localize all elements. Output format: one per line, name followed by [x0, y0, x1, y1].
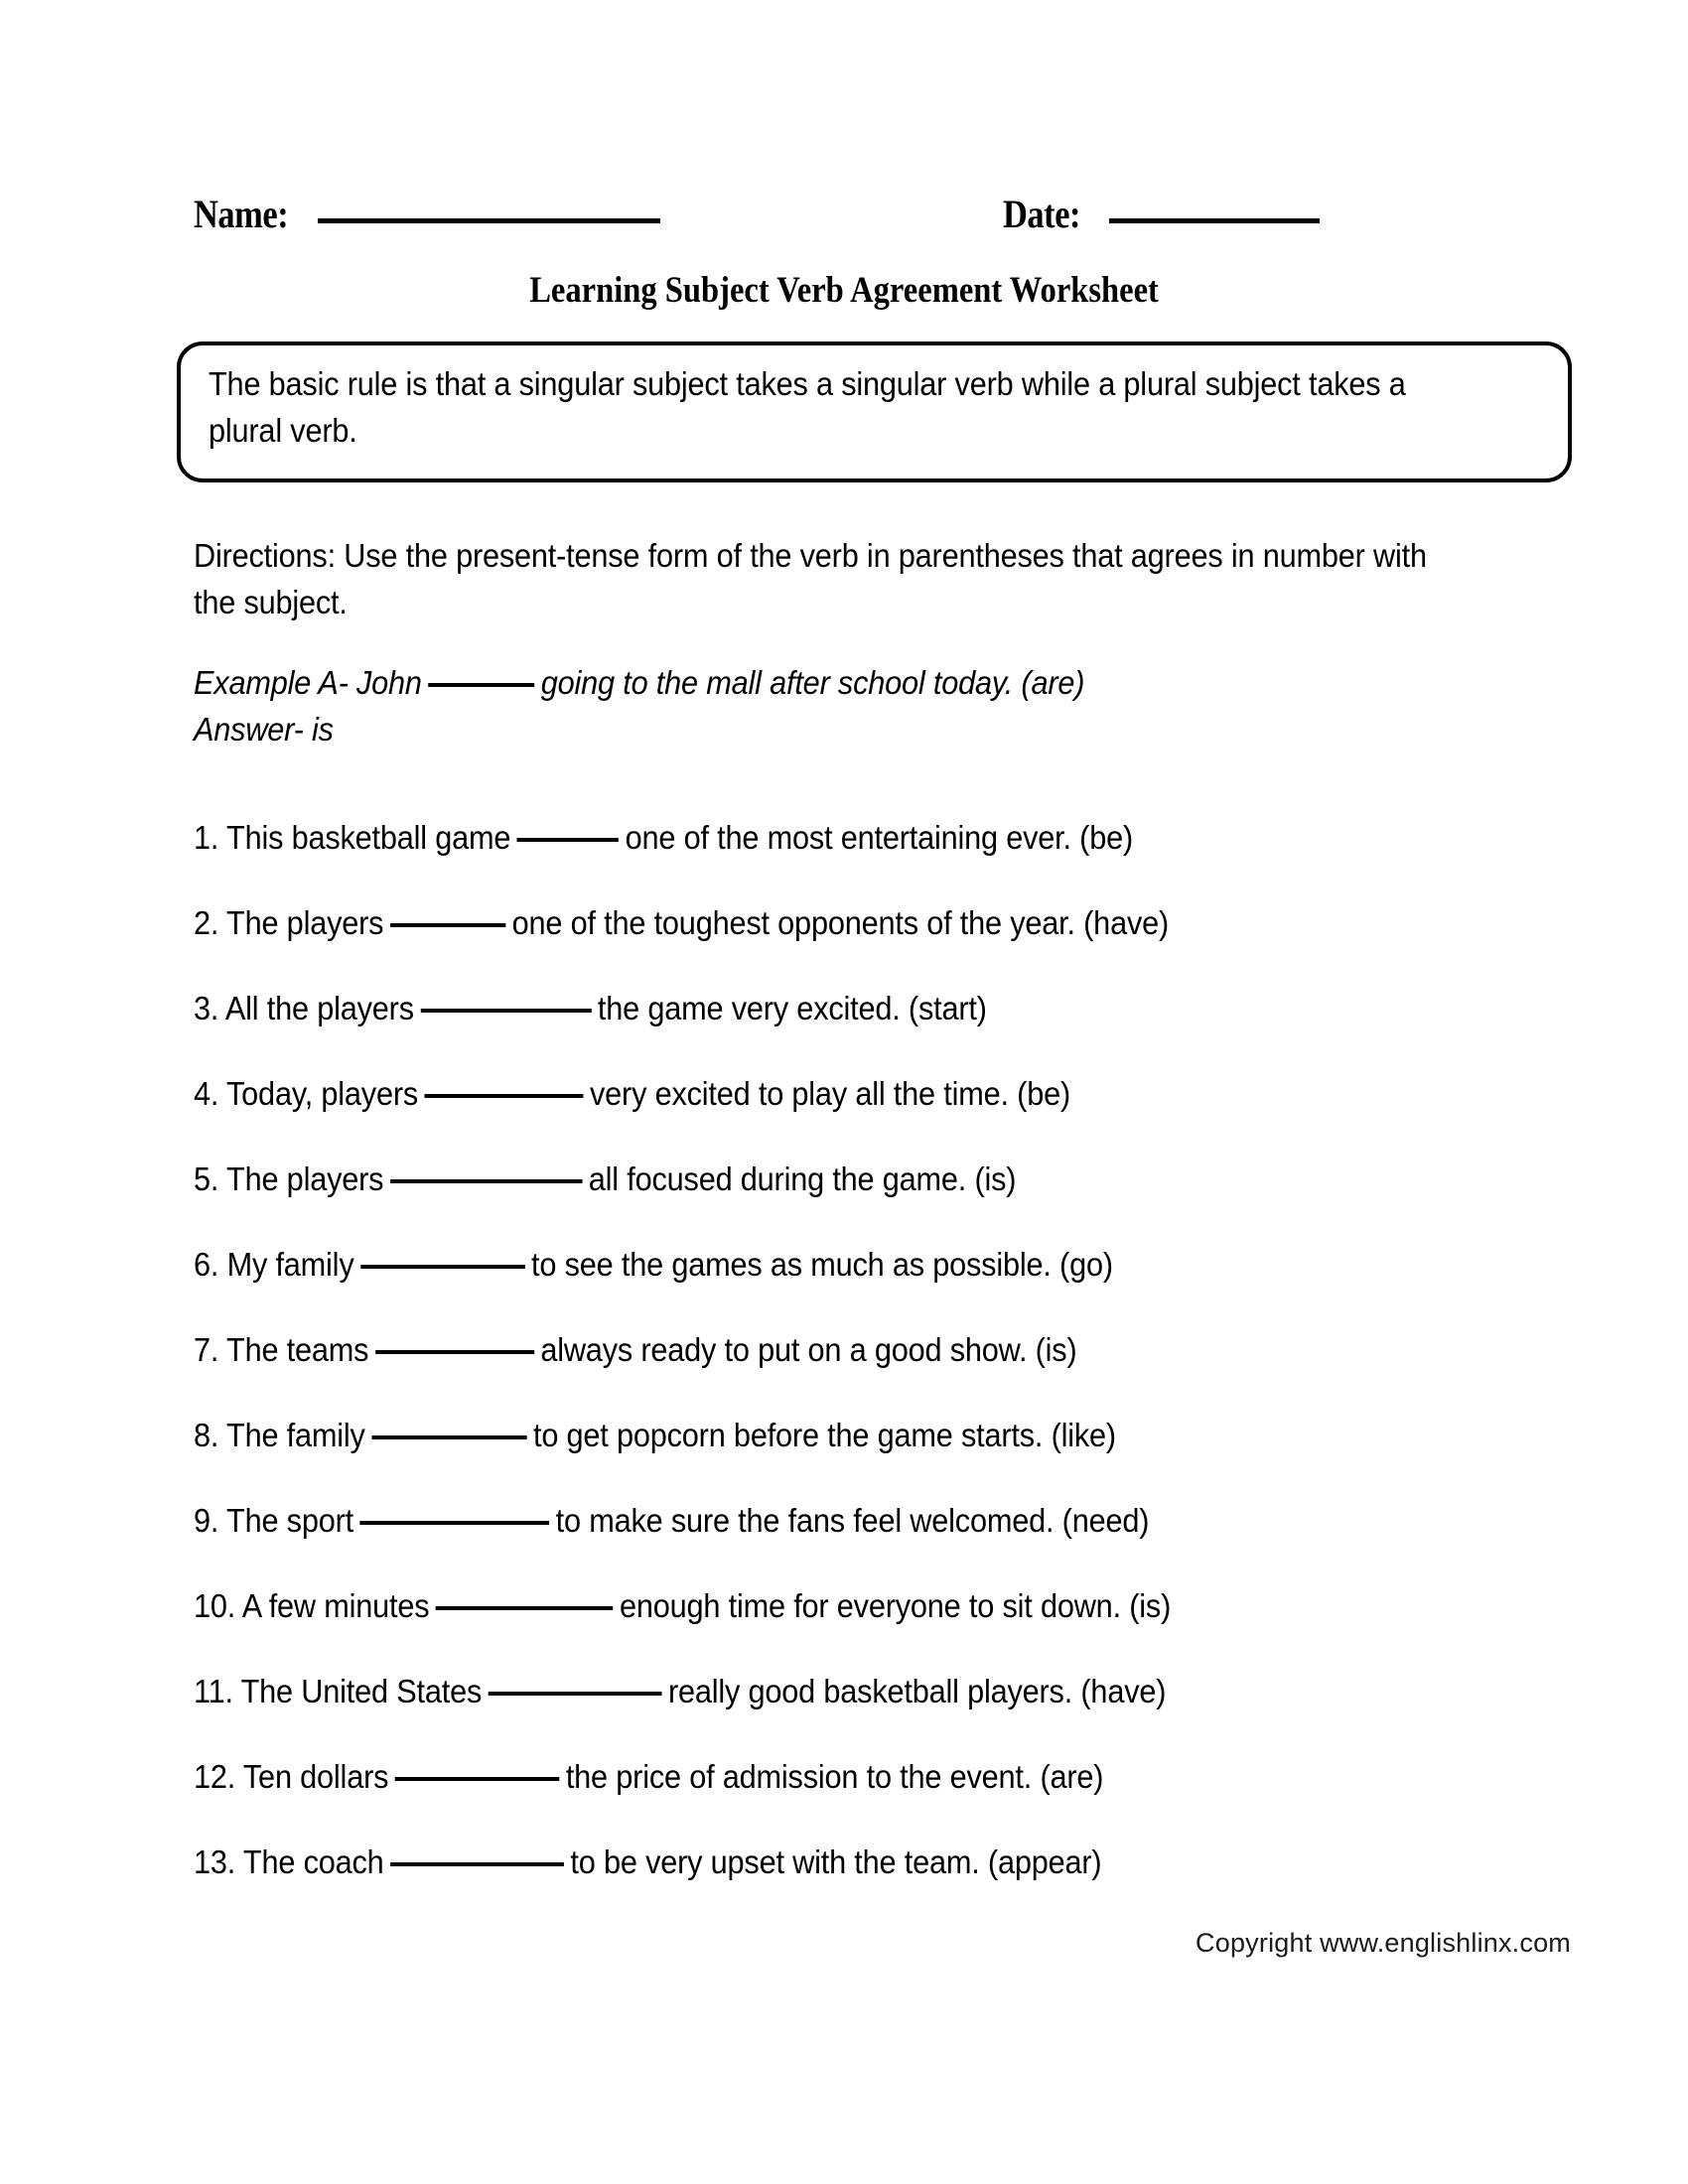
question-text-before: The coach: [242, 1843, 384, 1880]
question-line: [194, 818, 1133, 856]
question-line: [194, 1845, 1101, 1878]
question-text-after: enough time for everyone to sit down. (is): [619, 1586, 1172, 1624]
question-line: [194, 1586, 1172, 1624]
header-fields: [194, 192, 1504, 246]
question-number: 7.: [194, 1330, 227, 1368]
answer-blank[interactable]: [371, 1435, 526, 1439]
question-number: 5.: [194, 1160, 227, 1197]
question-number: 9.: [194, 1501, 227, 1539]
question-number: 1.: [194, 818, 227, 856]
question-number: 2.: [194, 903, 227, 941]
question-text-after: to see the games as much as possible. (go): [531, 1245, 1113, 1283]
question-line: [194, 1245, 1113, 1283]
question-text-before: A few minutes: [241, 1586, 430, 1624]
rule-callout-box: [177, 341, 1572, 482]
example-block: [194, 660, 1431, 753]
question-line: [194, 1074, 1071, 1112]
question-text-after: all focused during the game. (is): [588, 1160, 1017, 1197]
question-text-before: My family: [226, 1245, 354, 1283]
question-item: [194, 1733, 1584, 1819]
question-text-before: The United States: [240, 1672, 483, 1709]
question-text-before: The players: [226, 1160, 384, 1197]
question-text-before: The teams: [226, 1330, 369, 1368]
question-item: [194, 1306, 1584, 1392]
answer-blank[interactable]: [420, 1009, 591, 1013]
question-item: [194, 1819, 1584, 1904]
question-line: [194, 1162, 1016, 1195]
question-item: [194, 1050, 1584, 1136]
question-item: [194, 965, 1584, 1050]
question-text-after: the price of admission to the event. (are): [565, 1757, 1104, 1795]
question-line: [194, 1501, 1150, 1539]
question-number: 10.: [194, 1586, 242, 1624]
directions-text: Directions: Use the present-tense form of the verb in parentheses that agrees in number with the subject.: [194, 537, 1427, 620]
question-text-after: to get popcorn before the game starts. (like): [532, 1416, 1116, 1453]
answer-blank[interactable]: [375, 1350, 534, 1354]
question-item: [194, 1221, 1584, 1306]
rule-text: The basic rule is that a singular subject takes a singular verb while a plural subject takes a plural verb.: [209, 365, 1406, 449]
question-number: 8.: [194, 1416, 227, 1453]
page-title: [0, 271, 1688, 312]
question-text-before: All the players: [224, 989, 414, 1026]
example-answer-blank[interactable]: [428, 683, 534, 687]
question-item: [194, 1136, 1584, 1221]
question-line: [194, 1416, 1116, 1453]
date-label: Date:: [1003, 192, 1081, 236]
question-number: 6.: [194, 1245, 227, 1283]
question-line: [194, 903, 1170, 941]
question-item: [194, 1477, 1584, 1563]
date-write-line[interactable]: [1109, 218, 1320, 223]
example-answer: Answer- is: [194, 710, 334, 748]
question-item: [194, 1648, 1584, 1733]
question-text-after: really good basketball players. (have): [667, 1672, 1167, 1709]
question-number: 12.: [194, 1757, 243, 1795]
question-line: [194, 1330, 1077, 1368]
question-item: [194, 794, 1584, 880]
answer-blank[interactable]: [360, 1265, 525, 1269]
question-item: [194, 880, 1584, 965]
question-number: 11.: [194, 1672, 241, 1709]
question-line: [194, 1757, 1104, 1795]
question-text-before: This basketball game: [226, 818, 511, 856]
questions-list: [194, 794, 1584, 1904]
question-line: [194, 1672, 1167, 1709]
answer-blank[interactable]: [390, 923, 505, 927]
question-line: [194, 989, 987, 1026]
question-number: 13.: [194, 1843, 243, 1880]
answer-blank[interactable]: [390, 1179, 582, 1183]
answer-blank[interactable]: [436, 1606, 614, 1610]
date-field: [1003, 192, 1320, 236]
copyright-footer: Copyright www.englishlinx.com: [1196, 1928, 1571, 1958]
question-text-after: one of the toughest opponents of the year. (have): [511, 903, 1170, 941]
answer-blank[interactable]: [360, 1521, 550, 1525]
name-write-line[interactable]: [318, 218, 660, 223]
question-text-before: The sport: [226, 1501, 353, 1539]
question-text-before: Ten dollars: [242, 1757, 389, 1795]
question-text-after: to make sure the fans feel welcomed. (need): [555, 1501, 1150, 1539]
answer-blank[interactable]: [425, 1094, 584, 1098]
question-text-before: The family: [226, 1416, 365, 1453]
example-prompt-after: going to the mall after school today. (are): [540, 664, 1085, 701]
answer-blank[interactable]: [390, 1862, 564, 1866]
name-field: [194, 192, 660, 236]
question-text-after: to be very upset with the team. (appear): [570, 1843, 1102, 1880]
answer-blank[interactable]: [489, 1692, 662, 1696]
name-label: Name:: [194, 192, 289, 236]
example-prompt: [194, 660, 1431, 707]
question-item: [194, 1392, 1584, 1477]
page-title-text: Learning Subject Verb Agreement Worksheet: [529, 270, 1159, 311]
question-number: 3.: [194, 989, 225, 1026]
question-text-before: Today, players: [226, 1074, 419, 1112]
question-text-before: The players: [226, 903, 384, 941]
question-text-after: always ready to put on a good show. (is): [540, 1330, 1077, 1368]
example-prompt-before: Example A- John: [194, 664, 422, 701]
question-item: [194, 1563, 1584, 1648]
answer-blank[interactable]: [395, 1777, 560, 1781]
question-text-after: very excited to play all the time. (be): [589, 1074, 1071, 1112]
question-text-after: one of the most entertaining ever. (be): [625, 818, 1133, 856]
question-text-after: the game very excited. (start): [597, 989, 987, 1026]
question-number: 4.: [194, 1074, 227, 1112]
answer-blank[interactable]: [517, 838, 619, 842]
